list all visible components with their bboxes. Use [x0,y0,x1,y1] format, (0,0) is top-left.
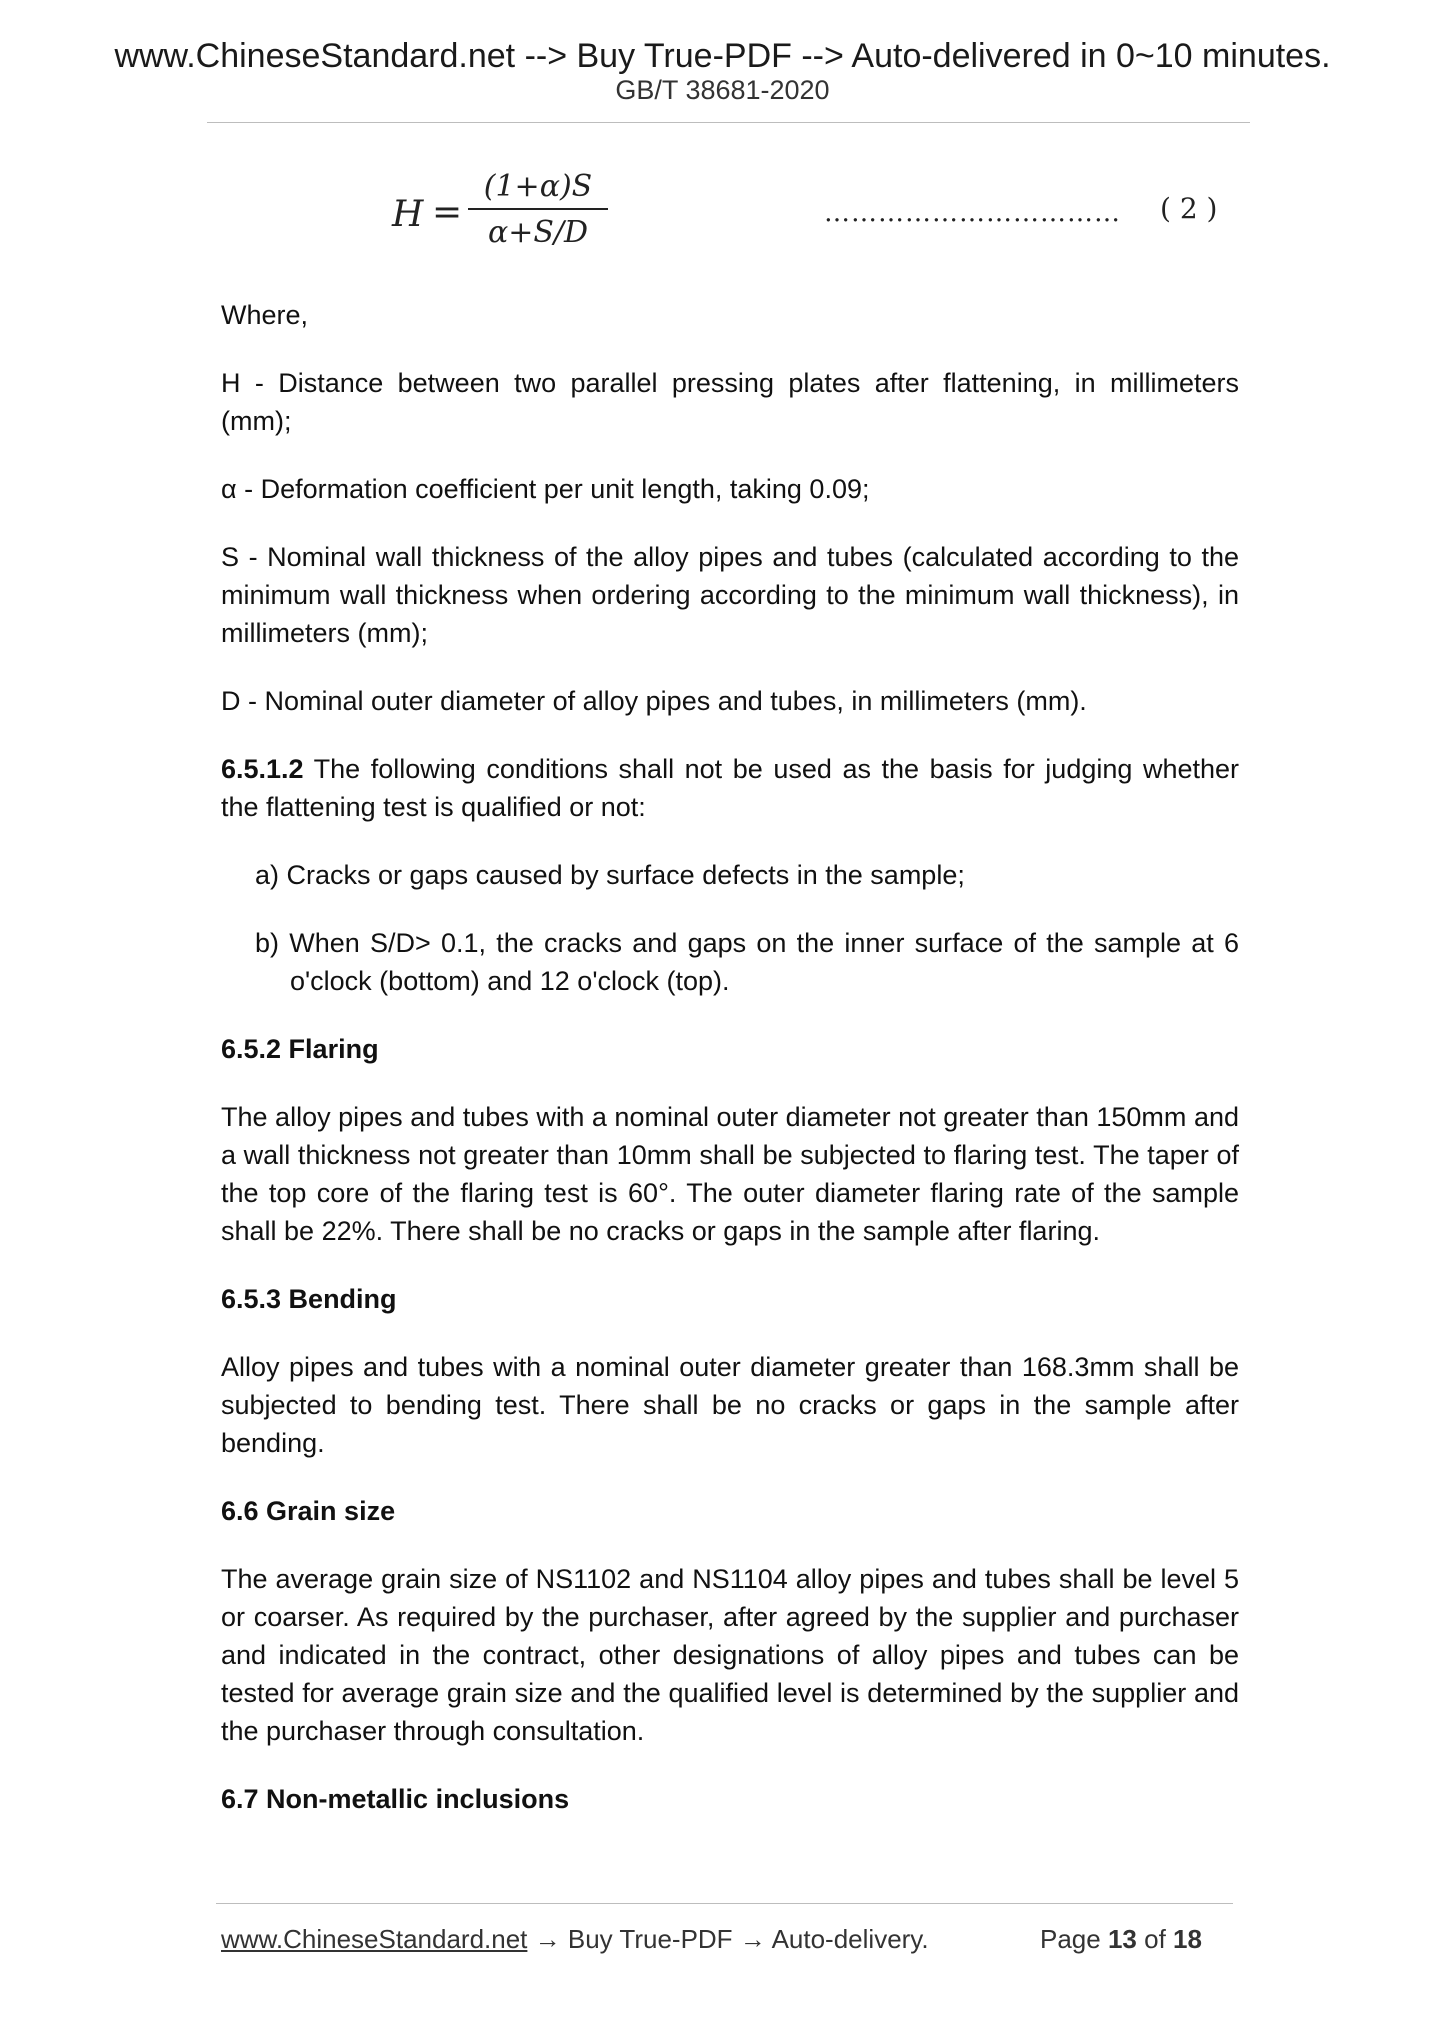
formula-lhs: H [392,194,424,235]
heading-non-metallic-inclusions: 6.7 Non-metallic inclusions [221,1784,570,1814]
list-item-a: a) Cracks or gaps caused by surface defects in the sample; [255,860,965,890]
clause-number: 6.5.1.2 [221,754,304,784]
header-divider [207,122,1250,123]
footer-tagline: → Buy True-PDF → Auto-delivery. [527,1924,929,1954]
heading-flaring: 6.5.2 Flaring [221,1034,379,1064]
heading-bending: 6.5.3 Bending [221,1284,397,1314]
formula-numerator: (1+α)S [483,169,593,204]
footer-site-link[interactable]: www.ChineseStandard.net [221,1924,528,1954]
clause-6-5-1-2 [221,750,1239,826]
formula-number: ( 2 ) [1160,192,1218,225]
where-label: Where, [221,300,309,330]
list-item-b: b) When S/D> 0.1, the cracks and gaps on the inner surface of the sample at 6 o'clock (bottom) and 12 o'clock (top). [255,928,1239,996]
definition-d: D - Nominal outer diameter of alloy pipes and tubes, in millimeters (mm). [221,686,1087,716]
clause-text: The following conditions shall not be used as the basis for judging whether the flattening test is qualified or not: [221,754,1239,822]
definition-alpha: α - Deformation coefficient per unit length, taking 0.09; [221,474,870,504]
standard-code: GB/T 38681-2020 [615,75,830,105]
definition-h: H - Distance between two parallel pressing plates after flattening, in millimeters (mm); [221,368,1239,436]
page-label: Page [1040,1924,1101,1954]
document-body [221,296,1239,1848]
page-current: 13 [1107,1924,1137,1954]
page-indicator [1040,1922,1202,1956]
footer-promo [221,1922,929,1956]
formula-equals: = [432,192,463,233]
formula-2 [392,168,1252,258]
bending-text: Alloy pipes and tubes with a nominal outer diameter greater than 168.3mm shall be subjected to bending test. There shall be no cracks or gaps in the sample after bending. [221,1352,1239,1458]
flaring-text: The alloy pipes and tubes with a nominal outer diameter not greater than 150mm and a wall thickness not greater than 10mm shall be subjected to flaring test. The taper of the top core of the flaring test is 60°. The outer diameter flaring rate of the sample shall be 22%. There shall be no cracks or gaps in the sample after flaring. [221,1102,1239,1246]
heading-grain-size: 6.6 Grain size [221,1496,396,1526]
top-banner: www.ChineseStandard.net --> Buy True-PDF --> Auto-delivered in 0~10 minutes. [114,37,1331,75]
definition-s: S - Nominal wall thickness of the alloy pipes and tubes (calculated according to the minimum wall thickness when ordering according to the minimum wall thickness), in millimeters (mm); [221,542,1239,648]
page-total: 18 [1173,1924,1202,1954]
footer-divider [216,1903,1233,1904]
formula-fraction [468,168,608,252]
of-label: of [1144,1924,1166,1954]
formula-leader-dots: …………………………… [824,198,1121,228]
grain-size-text: The average grain size of NS1102 and NS1104 alloy pipes and tubes shall be level 5 or coarser. As required by the purchaser, after agreed by the supplier and purchaser and indicated in the contract, other designations of alloy pipes and tubes can be tested for average grain size and the qualified level is determined by the supplier and the purchaser through consultation. [221,1564,1239,1746]
fraction-bar [468,208,608,210]
formula-denominator: α+S/D [487,215,589,250]
